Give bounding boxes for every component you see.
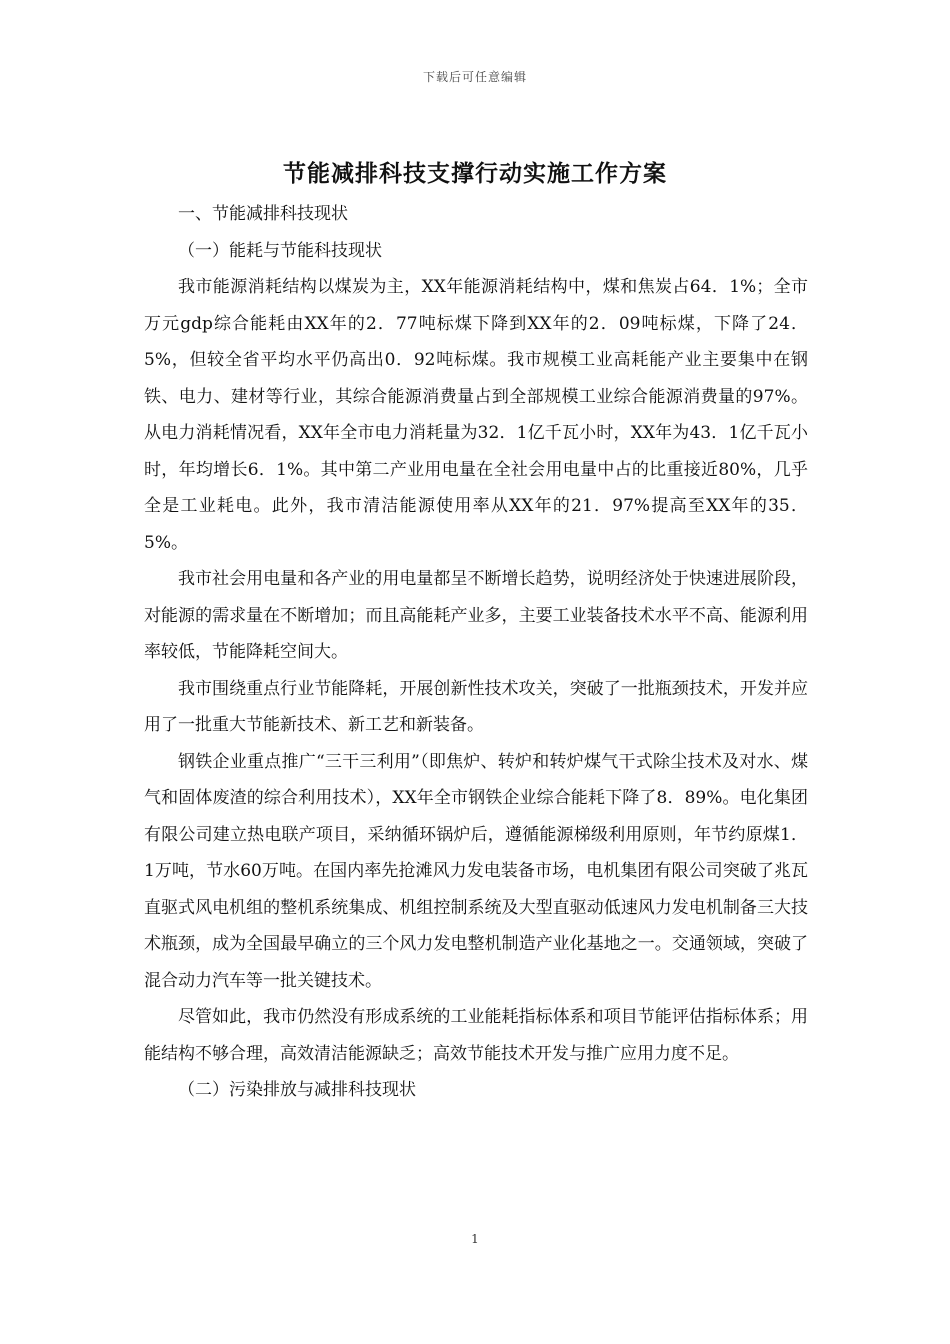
page-number: 1 — [471, 1232, 479, 1246]
paragraph-steel-industry: 钢铁企业重点推广“三干三利用”（即焦炉、转炉和转炉煤气干式除尘技术及对水、煤气和固体废渣的综合利用技术），XX年全市钢铁企业综合能耗下降了8．89%。电化集团有限公司建立热电联产项目，采纳循环锅炉后，遵循能源梯级利用原则，年节约原煤1．1万吨，节水60万吨。在国内率先抢滩风力发电装备市场，电机集团有限公司突破了兆瓦直驱式风电机组的整机系统集成、机组控制系统及大型直驱动低速风力发电机制备三大技术瓶颈，成为全国最早确立的三个风力发电整机制造产业化基地之一。交通领域，突破了混合动力汽车等一批关键技术。 — [144, 751, 808, 991]
paragraph-electricity-trend: 我市社会用电量和各产业的用电量都呈不断增长趋势，说明经济处于快速进展阶段，对能源的需求量在不断增加；而且高能耗产业多，主要工业装备技术水平不高、能源利用率较低，节能降耗空间大。 — [144, 569, 808, 662]
paragraph-shortcomings: 尽管如此，我市仍然没有形成系统的工业能耗指标体系和项目节能评估指标体系；用能结构不够合理，高效清洁能源缺乏；高效节能技术开发与推广应用力度不足。 — [144, 1007, 808, 1064]
page-header-note: 下载后可任意编辑 — [422, 70, 527, 84]
paragraph-energy-structure: 我市能源消耗结构以煤炭为主，XX年能源消耗结构中，煤和焦炭占64．1%；全市万元gdp综合能耗由XX年的2．77吨标煤下降到XX年的2．09吨标煤，下降了24．5%，但较全省平均水平仍高出0．92吨标煤。我市规模工业高耗能产业主要集中在钢铁、电力、建材等行业，其综合能源消费量占到全部规模工业综合能源消费量的97%。从电力消耗情况看，XX年全市电力消耗量为32．1亿千瓦小时，XX年为43．1亿千瓦小时，年均增长6．1%。其中第二产业用电量在全社会用电量中占的比重接近80%，几乎全是工业耗电。此外，我市清洁能源使用率从XX年的21．97%提高至XX年的35．5%。 — [144, 277, 808, 553]
paragraph-innovation: 我市围绕重点行业节能降耗，开展创新性技术攻关，突破了一批瓶颈技术，开发并应用了一批重大节能新技术、新工艺和新装备。 — [144, 678, 808, 735]
subsection-heading-2: （二）污染排放与减排科技现状 — [178, 1080, 416, 1100]
document-body — [144, 196, 808, 1109]
subsection-heading-1: （一）能耗与节能科技现状 — [178, 240, 382, 261]
document-title: 节能减排科技支撑行动实施工作方案 — [283, 160, 667, 187]
section-heading-1: 一、节能减排科技现状 — [178, 204, 348, 224]
